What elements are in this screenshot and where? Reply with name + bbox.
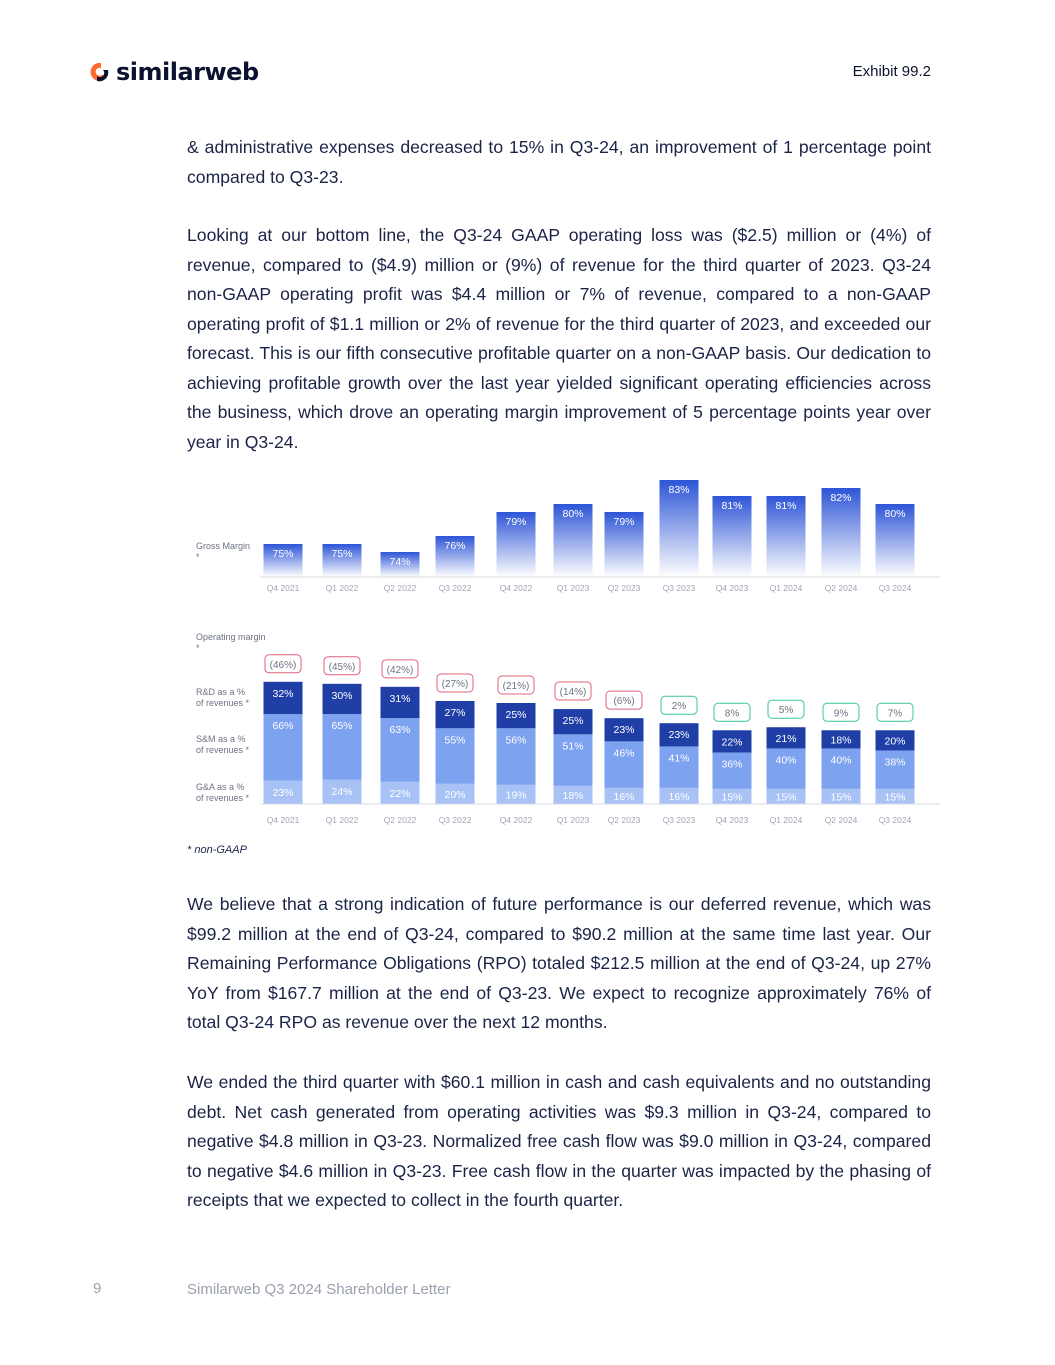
operating-margin-label: (42%): [386, 664, 414, 676]
similarweb-logo: [88, 58, 259, 86]
operating-margin-label: (27%): [441, 678, 469, 690]
sm-label: 40%: [775, 754, 797, 767]
row-label-s-m-as-a-of-revenues-line1: S&M as a %: [196, 734, 246, 744]
operating-tick-label: Q1 2024: [769, 815, 803, 825]
row-label-g-a-as-a-of-revenues-line1: G&A as a %: [196, 782, 245, 792]
ga-label: 20%: [444, 788, 466, 801]
non-gaap-footnote: * non-GAAP: [187, 844, 247, 856]
rd-label: 20%: [884, 735, 906, 748]
gross-margin-label: 75%: [331, 548, 353, 560]
ga-label: 15%: [830, 791, 852, 804]
operating-margin-label: (46%): [269, 659, 297, 671]
paragraph-admin-expenses: & administrative expenses decreased to 15% in Q3-24, an improvement of 1 percentage point compared to Q3-23.: [187, 137, 931, 187]
operating-tick-label: Q1 2022: [325, 815, 359, 825]
gross-margin-tick-label: Q2 2022: [383, 583, 417, 593]
gross-margin-label: 75%: [272, 548, 294, 560]
rd-label: 21%: [775, 732, 797, 745]
gross-margin-tick-label: Q3 2024: [878, 583, 912, 593]
gross-margin-row-label-line1: Gross Margin: [196, 541, 251, 551]
gross-margin-label: 74%: [389, 556, 411, 568]
sm-label: 46%: [613, 747, 635, 760]
rd-label: 31%: [389, 692, 411, 705]
ga-label: 15%: [721, 791, 743, 804]
brand-name: similarweb: [116, 58, 259, 86]
operating-tick-label: Q2 2024: [824, 815, 858, 825]
sm-label: 63%: [389, 724, 411, 737]
row-label-operating-margin-line2: *: [196, 643, 200, 653]
gross-margin-tick-label: Q4 2022: [499, 583, 533, 593]
row-label-operating-margin-line1: Operating margin: [196, 632, 266, 642]
paragraph-deferred-revenue: We believe that a strong indication of future performance is our deferred revenue, which was $99.2 million at the end of Q3-24, compared to $90.2 million at the same time last year. Our Remaining Performance Obligations (RPO) totaled $212.5 million at the end of Q3-24, up 27% YoY from $167.7 million at the end of Q3-23. We expect to recognize approximately 76% of total Q3-24 RPO as revenue over the next 12 months.: [187, 894, 931, 1032]
gross-margin-tick-label: Q2 2023: [607, 583, 641, 593]
sm-label: 36%: [721, 758, 743, 771]
gross-margin-tick-label: Q1 2023: [556, 583, 590, 593]
gross-margin-label: 81%: [721, 500, 743, 512]
ga-label: 18%: [562, 789, 584, 802]
operating-tick-label: Q1 2023: [556, 815, 590, 825]
row-label-r-d-as-a-of-revenues-line1: R&D as a %: [196, 687, 246, 697]
sm-label: 55%: [444, 734, 466, 747]
paragraph-cash: We ended the third quarter with $60.1 million in cash and cash equivalents and no outstanding debt. Net cash generated from operating activities was $9.3 million in Q3-24, compared to negative $4.8 million in Q3-23. Normalized free cash flow was $9.0 million in Q3-24, compared to negative $4.6 million in Q3-23. Free cash flow in the quarter was impacted by the phasing of receipts that we expected to collect in the fourth quarter.: [187, 1072, 931, 1210]
ga-label: 22%: [389, 787, 411, 800]
rd-label: 18%: [830, 734, 852, 747]
gross-margin-label: 80%: [562, 508, 584, 520]
rd-label: 23%: [668, 729, 690, 742]
operating-tick-label: Q3 2024: [878, 815, 912, 825]
gross-margin-label: 81%: [775, 500, 797, 512]
rd-label: 25%: [505, 709, 527, 721]
paragraph-operating-loss: Looking at our bottom line, the Q3-24 GAAP operating loss was ($2.5) million or (4%) of revenue, compared to ($4.9) million or (9%) of revenue for the third quarter of 2023. Q3-24 non-GAAP operating profit was $4.4 million or 7% of revenue, compared to a non-GAAP operating profit of $1.1 million or 2% of revenue for the third quarter of 2023, and exceeded our forecast. This is our fifth consecutive profitable quarter on a non-GAAP basis. Our dedication to achieving profitable growth over the last year yielded significant operating efficiencies across the business, which drove an operating margin improvement of 5 percentage points year over year in Q3-24.: [187, 225, 931, 452]
margins-chart: [190, 484, 930, 835]
operating-tick-label: Q2 2022: [383, 815, 417, 825]
gross-margin-tick-label: Q2 2024: [824, 583, 858, 593]
gross-margin-tick-label: Q1 2024: [769, 583, 803, 593]
gross-margin-label: 79%: [505, 516, 527, 528]
gross-margin-label: 79%: [613, 516, 635, 528]
ga-label: 19%: [505, 789, 527, 802]
rd-label: 25%: [562, 715, 584, 728]
operating-tick-label: Q2 2023: [607, 815, 641, 825]
operating-margin-label: 5%: [778, 705, 794, 717]
operating-margin-label: (6%): [613, 696, 635, 708]
gross-margin-tick-label: Q1 2022: [325, 583, 359, 593]
rd-label: 23%: [613, 724, 635, 737]
gross-margin-label: 76%: [444, 540, 466, 552]
sm-label: 38%: [884, 756, 906, 769]
sm-label: 56%: [505, 734, 527, 747]
ga-label: 16%: [613, 790, 635, 803]
sm-label: 65%: [331, 720, 353, 733]
gross-margin-tick-label: Q4 2021: [266, 583, 300, 593]
operating-margin-label: (21%): [502, 681, 530, 692]
operating-margin-label: 2%: [671, 701, 687, 713]
ga-label: 15%: [884, 791, 906, 804]
operating-tick-label: Q4 2023: [715, 815, 749, 825]
gross-margin-tick-label: Q3 2023: [662, 583, 696, 593]
gross-margin-row-label-line2: *: [196, 552, 200, 562]
footer-title: Similarweb Q3 2024 Shareholder Letter: [187, 1281, 451, 1298]
ga-label: 23%: [272, 786, 294, 799]
rd-label: 30%: [331, 689, 353, 702]
sm-label: 51%: [562, 740, 584, 753]
gross-margin-tick-label: Q4 2023: [715, 583, 749, 593]
sm-label: 41%: [668, 752, 690, 765]
row-label-r-d-as-a-of-revenues-line2: of revenues *: [196, 698, 250, 708]
page-number: 9: [93, 1280, 102, 1297]
gross-margin-label: 82%: [830, 492, 852, 504]
ga-label: 15%: [775, 791, 797, 804]
operating-margin-label: (14%): [559, 687, 587, 699]
gross-margin-label: 80%: [884, 508, 906, 520]
similarweb-logo-icon: [88, 61, 110, 83]
operating-tick-label: Q4 2022: [499, 815, 533, 825]
sm-label: 66%: [272, 720, 294, 733]
rd-label: 22%: [721, 736, 743, 749]
row-label-g-a-as-a-of-revenues-line2: of revenues *: [196, 793, 250, 803]
operating-tick-label: Q4 2021: [266, 815, 300, 825]
operating-margin-label: 9%: [833, 708, 849, 720]
row-label-s-m-as-a-of-revenues-line2: of revenues *: [196, 745, 250, 755]
operating-margin-label: (45%): [328, 661, 356, 673]
gross-margin-label: 83%: [668, 484, 690, 496]
operating-tick-label: Q3 2023: [662, 815, 696, 825]
rd-label: 27%: [444, 706, 466, 719]
gross-margin-tick-label: Q3 2022: [438, 583, 472, 593]
ga-label: 16%: [668, 790, 690, 803]
rd-label: 32%: [272, 687, 294, 700]
ga-label: 24%: [331, 785, 353, 798]
operating-tick-label: Q3 2022: [438, 815, 472, 825]
exhibit-label: Exhibit 99.2: [852, 63, 931, 80]
page-header: [0, 0, 1055, 110]
operating-margin-label: 8%: [724, 708, 740, 720]
sm-label: 40%: [830, 754, 852, 767]
operating-margin-label: 7%: [887, 708, 903, 720]
